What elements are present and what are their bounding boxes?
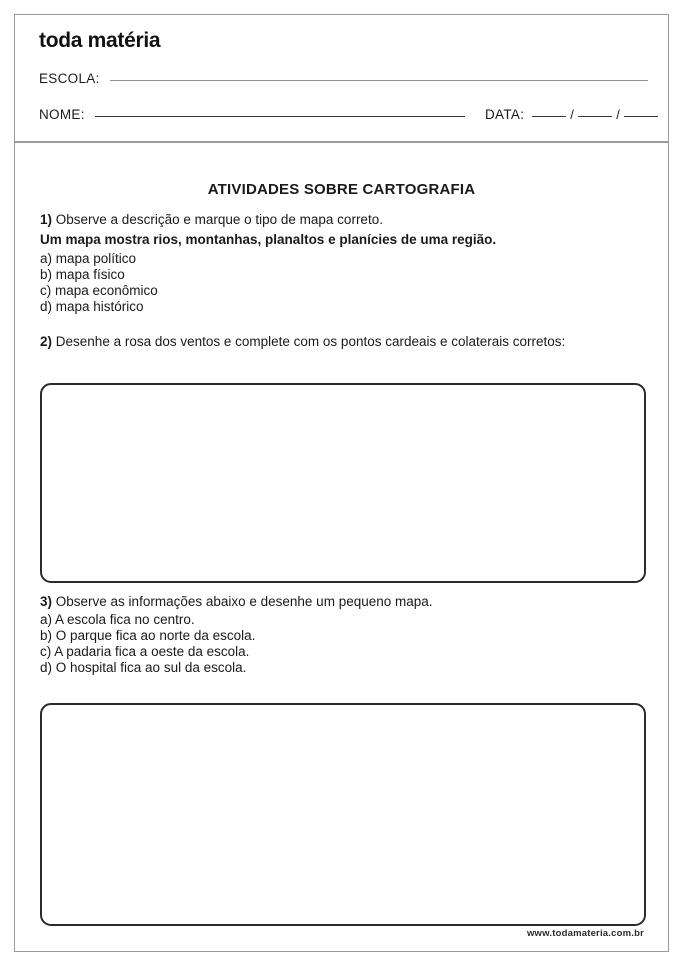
- date-separator-2: /: [616, 107, 621, 122]
- question-1-prompt-line: [40, 211, 650, 228]
- question-1-option-c[interactable]: c) mapa econômico: [40, 283, 158, 298]
- question-1-options: [40, 251, 650, 315]
- question-3-option-b: b) O parque fica ao norte da escola.: [40, 628, 256, 643]
- school-field-label: ESCOLA:: [39, 71, 100, 86]
- question-1-number: 1): [40, 212, 53, 227]
- question-1-statement: Um mapa mostra rios, montanhas, planaltos e planícies de uma região.: [40, 232, 497, 247]
- question-2-prompt: Desenhe a rosa dos ventos e complete com os pontos cardeais e colaterais corretos:: [55, 334, 566, 349]
- question-1-option-d[interactable]: d) mapa histórico: [40, 299, 144, 314]
- worksheet-body: [15, 143, 668, 951]
- school-field-input[interactable]: [110, 80, 648, 81]
- date-day-input[interactable]: [532, 116, 566, 117]
- question-3-options: [40, 612, 650, 676]
- date-field-label: DATA:: [485, 107, 525, 122]
- date-separator-1: /: [570, 107, 575, 122]
- worksheet-page: [14, 14, 669, 952]
- date-month-input[interactable]: [578, 116, 612, 117]
- question-3-prompt-line: [40, 593, 650, 610]
- question-3-option-d: d) O hospital fica ao sul da escola.: [40, 660, 247, 675]
- name-field-row: [39, 107, 465, 122]
- date-year-input[interactable]: [624, 116, 658, 117]
- question-1-prompt: Observe a descrição e marque o tipo de mapa correto.: [55, 212, 383, 227]
- page-title: ATIVIDADES SOBRE CARTOGRAFIA: [207, 181, 476, 198]
- name-field-input[interactable]: [95, 116, 465, 117]
- question-3-number: 3): [40, 594, 53, 609]
- name-field-label: NOME:: [39, 107, 85, 122]
- question-3-prompt: Observe as informações abaixo e desenhe um pequeno mapa.: [55, 594, 433, 609]
- question-3: [40, 593, 650, 676]
- worksheet-header: [15, 15, 668, 143]
- question-2: [40, 333, 650, 351]
- question-2-number: 2): [40, 334, 53, 349]
- question-1-option-a[interactable]: a) mapa político: [40, 251, 137, 266]
- question-1: [40, 211, 650, 315]
- question-1-option-b[interactable]: b) mapa físico: [40, 267, 125, 282]
- footer-website-url: www.todamateria.com.br: [526, 928, 644, 939]
- question-3-answer-box[interactable]: [40, 703, 646, 926]
- school-field-row: [39, 71, 648, 86]
- question-3-option-a: a) A escola fica no centro.: [40, 612, 195, 627]
- brand-logo: toda matéria: [39, 29, 161, 52]
- question-3-option-c: c) A padaria fica a oeste da escola.: [40, 644, 250, 659]
- question-2-answer-box[interactable]: [40, 383, 646, 583]
- question-2-prompt-line: [40, 333, 650, 351]
- date-field-row: [485, 107, 662, 122]
